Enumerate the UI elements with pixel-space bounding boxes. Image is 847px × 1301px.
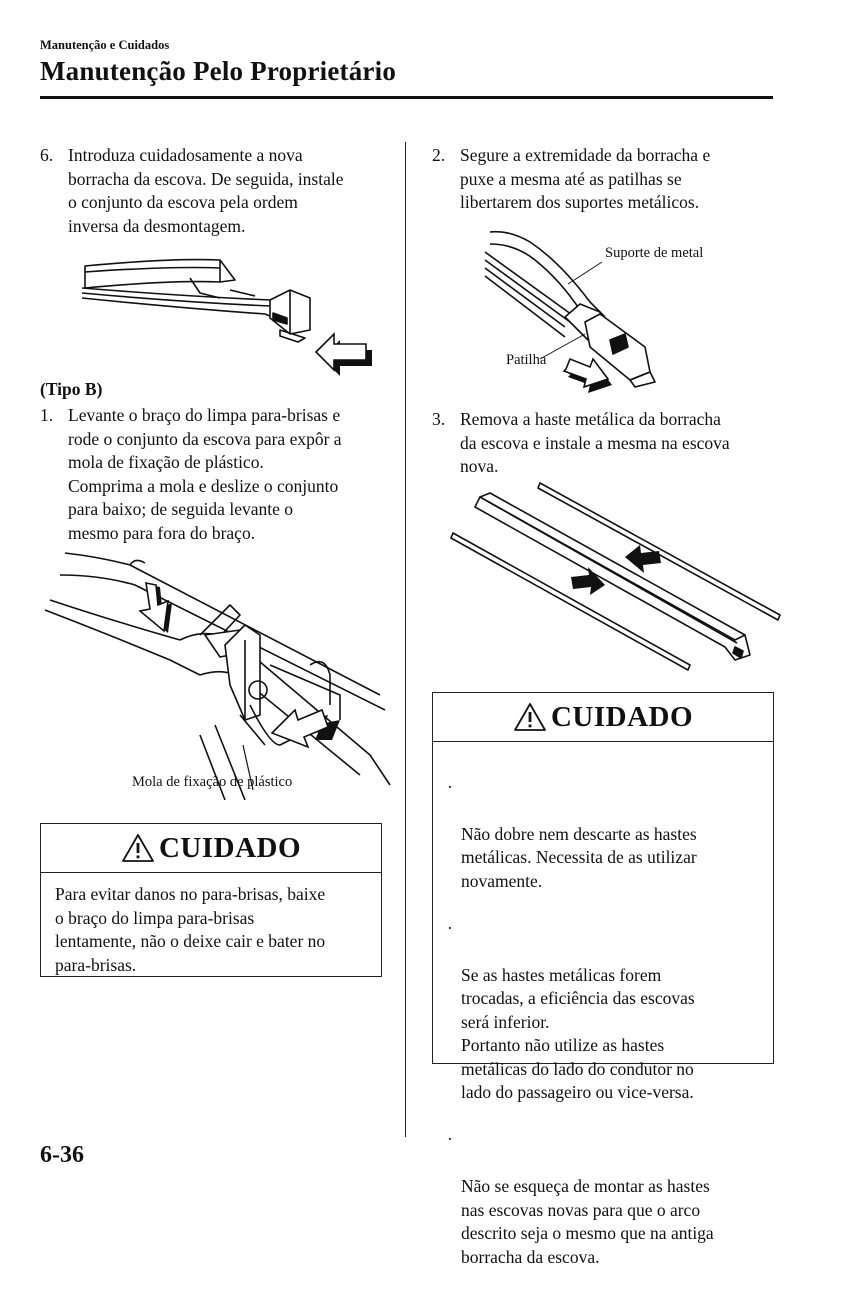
- page-title: Manutenção Pelo Proprietário: [40, 56, 397, 86]
- bullet-mark: ·: [447, 1129, 453, 1149]
- plastic-clip-illustration: [40, 545, 395, 800]
- caution-text: Para evitar danos no para-brisas, baixe o braço do limpa para-brisas lentamente, não o deixe cair e bater no para-brisas.: [55, 884, 326, 975]
- caution-header: [41, 824, 381, 873]
- step-number: 3.: [432, 409, 446, 429]
- slide-arrow-icon: [272, 710, 340, 747]
- caution-header: [433, 693, 773, 742]
- rod-arrow-left-icon: [625, 545, 661, 573]
- insert-arrow-icon: [316, 334, 372, 376]
- pull-arrow-icon: [564, 359, 612, 393]
- title-rule: [40, 96, 773, 99]
- caution-title: CUIDADO: [158, 831, 302, 864]
- section-label: Manutenção e Cuidados: [40, 38, 170, 52]
- caution-box-left: [40, 823, 382, 977]
- step-number: 1.: [40, 405, 54, 425]
- step-number: 6.: [40, 145, 54, 165]
- step-2: [432, 144, 777, 215]
- caution-bullet: [447, 917, 761, 1105]
- bullet-mark: ·: [447, 776, 453, 797]
- caution-bullet: [447, 1128, 761, 1269]
- tab-label: Patilha: [506, 352, 547, 368]
- step-text: Levante o braço do limpa para-brisas e rode o conjunto da escova para expôr a mola de fixação de plástico. Comprima a mola e deslize o conjunto para baixo; de seguida levante o mesmo para fora do braço.: [68, 405, 342, 543]
- warning-triangle-icon: [513, 702, 547, 732]
- bullet-mark: ·: [447, 917, 453, 938]
- page-number: 6-36: [40, 1142, 84, 1168]
- column-divider: [405, 142, 406, 1137]
- bullet-text: Se as hastes metálicas forem trocadas, a eficiência das escovas será inferior. Portanto não utilize as hastes metálicas do lado do condutor no lado do passageiro ou vice-versa.: [461, 964, 695, 1102]
- step-text: Introduza cuidadosamente a nova borracha da escova. De seguida, instale o conjunto da escova pela ordem inversa da desmontagem.: [68, 145, 344, 236]
- bullet-text: Não se esqueça de montar as hastes nas escovas novas para que o arco descrito seja o mesmo que na antiga borracha da escova.: [461, 1176, 714, 1267]
- step-text: Remova a haste metálica da borracha da escova e instale a mesma na escova nova.: [460, 409, 730, 476]
- caution-title: CUIDADO: [550, 700, 694, 733]
- step-text: Segure a extremidade da borracha e puxe a mesma até as patilhas se libertarem dos suportes metálicos.: [460, 145, 711, 212]
- metal-support-label: Suporte de metal: [605, 245, 704, 261]
- bullet-text: Não dobre nem descarte as hastes metálicas. Necessita de as utilizar novamente.: [461, 823, 697, 891]
- caution-bullet: [447, 776, 761, 894]
- plastic-clip-label: Mola de fixação de plástico: [132, 774, 293, 790]
- step-6: [40, 144, 390, 238]
- warning-triangle-icon: [121, 833, 155, 863]
- step-number: 2.: [432, 145, 446, 165]
- caution-list: [433, 742, 773, 1301]
- metal-rods-illustration: [445, 475, 785, 680]
- wiper-blade-insert-illustration: [80, 238, 390, 378]
- subheading-type-b: (Tipo B): [40, 379, 103, 399]
- step-1: [40, 404, 390, 545]
- step-3: [432, 408, 777, 479]
- caution-box-right: [432, 692, 774, 1267]
